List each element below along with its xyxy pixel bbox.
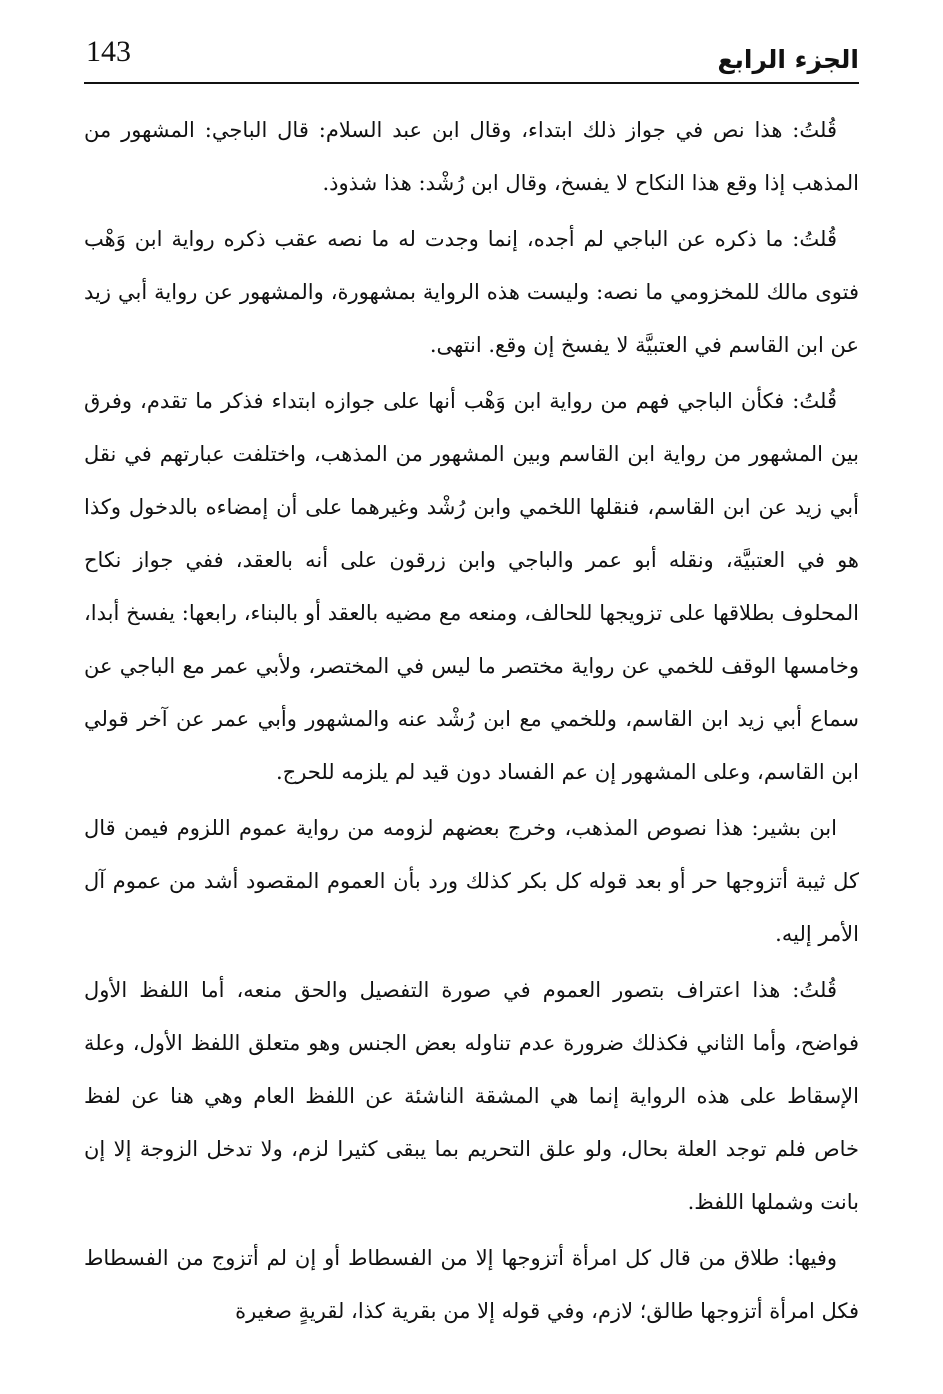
paragraph: قُلتُ: ما ذكره عن الباجي لم أجده، إنما وجدت له ما نصه عقب ذكره رواية ابن وَهْب فتوى مالك للمخزومي ما نصه: وليست هذه الرواية بمشهورة، والمشهور عن رواية أبي زيد عن ابن القاسم في العتبيَّة لا يفسخ إن وقع. انتهى. bbox=[84, 227, 859, 357]
body-text bbox=[84, 104, 859, 1341]
page-header bbox=[84, 30, 859, 84]
paragraph: قُلتُ: هذا اعتراف بتصور العموم في صورة التفصيل والحق منعه، أما اللفظ الأول فواضح، وأما الثاني فكذلك ضرورة عدم تناوله بعض الجنس وهو متعلق اللفظ الأول، وعلة الإسقاط على هذه الرواية إنما هي المشقة الناشئة عن اللفظ العام وهي هنا عن لفظ خاص فلم توجد العلة بحال، ولو علق التحريم بما يبقى كثيرا لزم، ولا تدخل الزوجة إلا إن بانت وشملها اللفظ. bbox=[84, 978, 859, 1214]
page-number: 143 bbox=[86, 35, 131, 68]
paragraph: ابن بشير: هذا نصوص المذهب، وخرج بعضهم لزومه من رواية عموم اللزوم فيمن قال كل ثيبة أتزوجها حر أو بعد قوله كل بكر كذلك ورد بأن العموم المقصود أشد من عموم آل الأمر إليه. bbox=[84, 816, 859, 946]
paragraph: قُلتُ: هذا نص في جواز ذلك ابتداء، وقال ابن عبد السلام: قال الباجي: المشهور من المذهب إذا وقع هذا النكاح لا يفسخ، وقال ابن رُشْد: هذا شذوذ. bbox=[84, 118, 859, 195]
paragraph: وفيها: طلاق من قال كل امرأة أتزوجها إلا من الفسطاط أو إن لم أتزوج من الفسطاط فكل امرأة أتزوجها طالق؛ لازم، وفي قوله إلا من بقرية كذا، لقريةٍ صغيرة bbox=[84, 1246, 859, 1323]
running-head: الجزء الرابع bbox=[717, 45, 859, 74]
paragraph: قُلتُ: فكأن الباجي فهم من رواية ابن وَهْب أنها على جوازه ابتداء فذكر ما تقدم، وفرق بين المشهور من رواية ابن القاسم وبين المشهور من المذهب، واختلفت عبارتهم في نقل أبي زيد عن ابن القاسم، فنقلها اللخمي وابن رُشْد وغيرهما على أن إمضاءه بالدخول وكذا هو في العتبيَّة، ونقله أبو عمر والباجي وابن زرقون على أنه بالعقد، ففي جواز نكاح المحلوف بطلاقها على تزويجها للحالف، ومنعه مع مضيه بالعقد أو بالبناء، رابعها: يفسخ أبدا، وخامسها الوقف للخمي عن رواية مختصر ما ليس في المختصر، ولأبي عمر مع الباجي عن سماع أبي زيد ابن القاسم، وللخمي مع ابن رُشْد عنه والمشهور وأبي عمر عن آخر قولي ابن القاسم، وعلى المشهور إن عم الفساد دون قيد لم يلزمه للحرج. bbox=[84, 389, 859, 784]
